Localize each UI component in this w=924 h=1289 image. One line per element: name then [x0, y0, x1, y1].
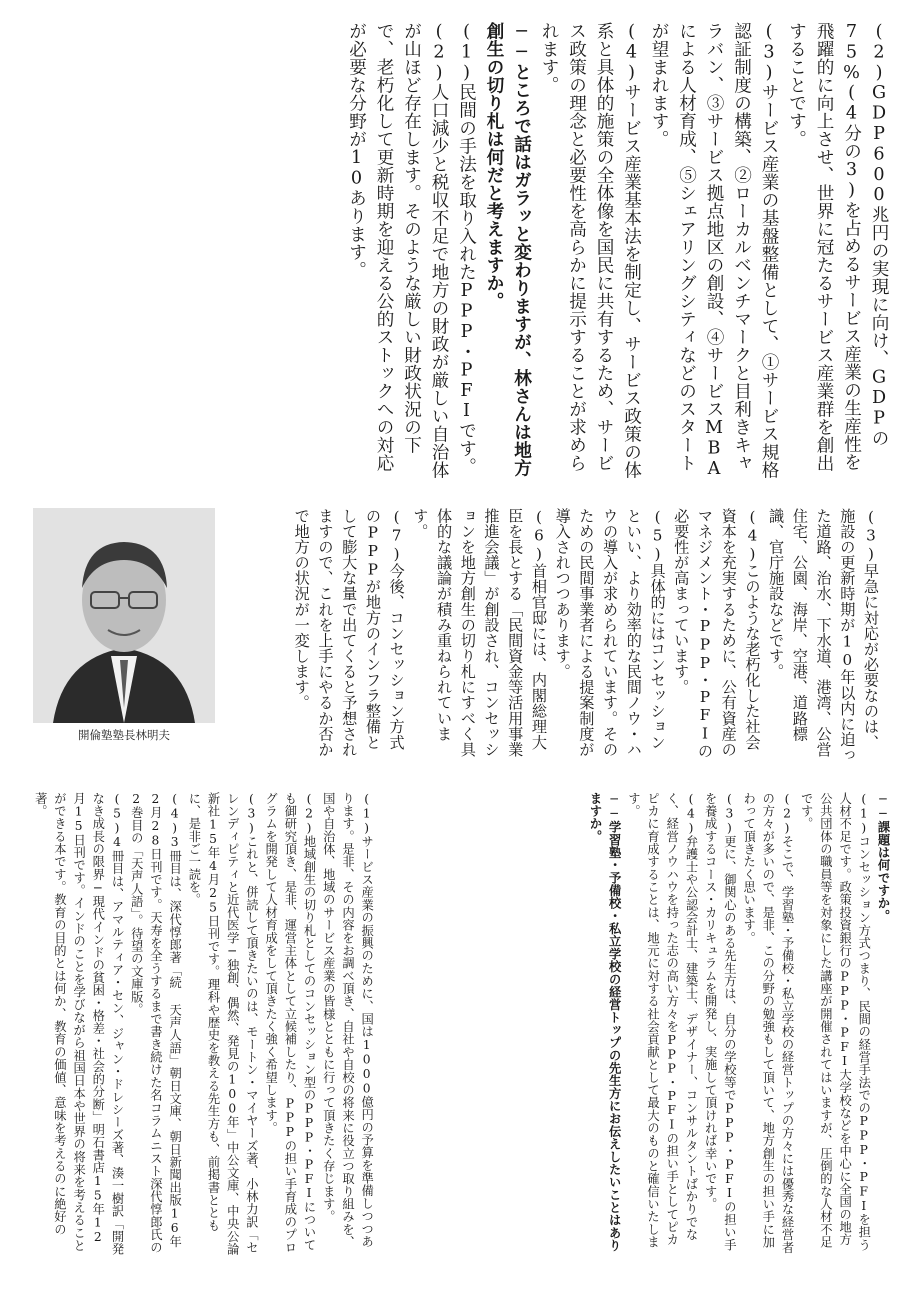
interview-question: ──学習塾・予備校・私立学校の経営トップの先生方にお伝えしたいことはありますか。	[587, 792, 622, 1252]
portrait-photo	[33, 508, 215, 723]
paragraph: (7)今後、コンセッション方式のPPPが地方のインフラ整備として膨大な量で出てくると予想されますので、これを上手にやるか否かで地方の状況が一変します。	[292, 508, 406, 758]
lower-left-columns	[30, 792, 376, 1257]
portrait-figure	[30, 508, 218, 743]
paragraph: (5)4冊目は、アマルティア・セン、ジャン・ドレシーズ著、湊一樹訳「開発なき成長の限界─現代インドの貧困・格差・社会的分断」明石書店15年12月15日刊です。インドのことを学びながら祖国日本や世界の将来を考えることができる本です。教育の目的とは何か、教育の価値、意味を考えるのに絶好の著。	[33, 792, 125, 1256]
paragraph: (6)首相官邸には、内閣総理大臣を長とする「民間資金等活用事業推進会議」が創設され、コンセッションを地方創生の切り札にすべく具体的な議論が積み重ねられています。	[411, 508, 548, 758]
lower-right-columns	[585, 792, 892, 1257]
paragraph: (2)GDP600兆円の実現に向け、GDPの75%(4分の3)を占めるサービス産業の生産性を飛躍的に向上させ、世界に冠たるサービス産業群を創出することです。	[786, 22, 889, 472]
paragraph: (2)そこで、学習塾・予備校・私立学校の経営トップの方々には優秀な経営者の方々が多いので、是非、この分野の勉強もして頂いて、地方創生の担い手に加わって頂きたく思います。	[741, 792, 794, 1254]
middle-section	[30, 24, 624, 494]
paragraph: (3)更に、御関心のある先生方は、自分の学校等でPPP・PFIの担い手を養成するコース・カリキュラムを開発し、実施して頂ければ幸いです。	[703, 792, 737, 1252]
paragraph: (4)サービス産業基本法を制定し、サービス政策の体系と具体的施策の全体像を国民に共有するため、サービス政策の理念と必要性を高らかに提示することが求められます。	[539, 22, 642, 480]
middle-columns	[289, 508, 882, 763]
paragraph: (2)地域創生の切り札としてのコンセッション型のPPP・PFIについても御研究頂き、是非、運営主体として立候補したり、PPPの担い手育成のプログラムを開発して人材育成をして頂きたく強く希望します。	[263, 792, 317, 1254]
photo-caption: 開倫塾塾長林明夫	[78, 728, 170, 742]
paragraph: (5)具体的にはコンセッションといい、より効率的な民間ノウ・ハウの導入が求められています。そのための民間事業者による提案制度が導入されつつあります。	[553, 508, 667, 758]
lower-section	[30, 792, 892, 1257]
second-band	[30, 508, 892, 763]
paragraph: (3)これと、併読して頂きたいのは、モートン・マイヤーズ著、小林力訳「セレンディピティと近代医学─独創、偶然、発見の100年」中公文庫、中央公論新社15年4月25日刊です。理科や歴史を教える先生方も、前掲書とともに、是非ご一読を。	[186, 792, 259, 1256]
paragraph: (1)民間の手法を取り入れたPPP・PFIです。	[456, 22, 477, 476]
interview-question: ──ところで話はガラッと変わりますが、林さんは地方創生の切り札は何だと考えますか。	[484, 22, 532, 477]
interview-question: ──課題は何ですか。	[876, 792, 890, 923]
paragraph: (4)弁護士や公認会計士、建築士、デザイナー、コンサルタントばかりでなく、経営ノウハウを持った志の高い方々をPPP・PFIの担い手としてピカピカに育成することは、地元に対する社会貢献として最大のものと確信いたします。	[626, 792, 698, 1249]
paragraph: (2)人口減少と税収不足で地方の財政が厳しい自治体が山ほど存在します。そのような厳しい財政状況の下で、老朽化して更新時期を迎える公的ストックへの対応が必要な分野が10あります。	[346, 22, 449, 480]
paragraph: (4)3冊目は、深代惇郎著「続 天声人語」朝日文庫、朝日新聞出版16年2月28日刊です。天寿を全うするまで書き続けた名コラムニスト深代惇郎氏の2巻目の「天声人語」。待望の文庫版。	[129, 792, 182, 1254]
paragraph: (3)早急に対応が必要なのは、施設の更新時期が10年以内に迫った道路、治水、下水道、港湾、公営住宅、公園、海岸、空港、道路標識、官庁施設などです。	[767, 508, 880, 763]
paragraph: (1)サービス産業の振興のために、国は1000億円の予算を準備しつつあります。是非、その内容をお調べ頂き、自社や自校の将来に役立つ取り組みを、国や自治体、地域のサービス産業の皆様とともに行って頂きたく存じます。	[321, 792, 374, 1249]
paragraph: (4)このような老朽化した社会資本を充実するために、公有資産のマネジメント・PPP・PFIの必要性が高まっています。	[672, 508, 762, 759]
paragraph: (3)サービス産業の基盤整備として、①サービス規格認証制度の構築、②ローカルベンチマークと目利きキャラバン、③サービス拠点地区の創設、④サービスMBAによる人材育成、⑤シェアリングシティなどのスタートが望まれます。	[649, 22, 779, 480]
paragraph: (1)コンセッション方式つまり、民間の経営手法でのPPP・PFIを担う人材不足です。政策投資銀行のPPP・PFI大学校などを中心に全国の地方公共団体の職員等を対象にした講座が開催されてはいますが、圧倒的な人材不足です。	[799, 792, 871, 1252]
